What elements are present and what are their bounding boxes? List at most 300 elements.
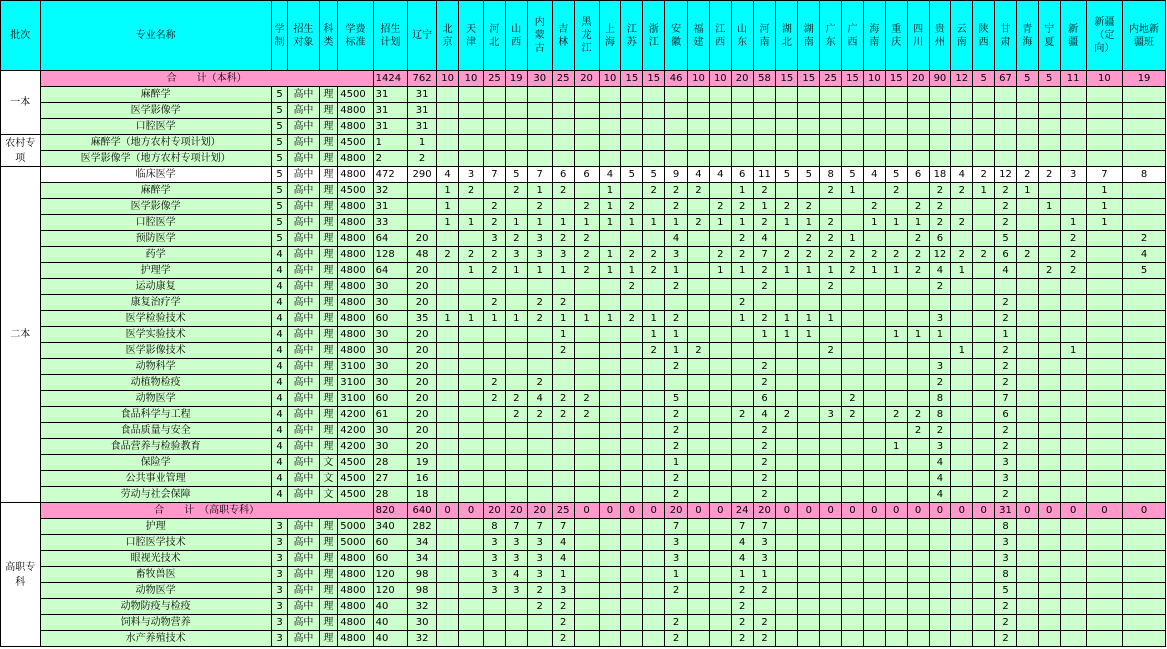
province-quota-cell: 25 <box>552 71 574 87</box>
province-quota-cell <box>798 615 820 631</box>
category-cell: 理 <box>319 327 338 343</box>
province-quota-cell <box>951 279 973 295</box>
province-quota-cell: 2 <box>1016 167 1038 183</box>
province-quota-cell <box>731 135 753 151</box>
province-quota-cell: 7 <box>995 391 1017 407</box>
province-quota-cell: 1 <box>709 215 731 231</box>
table-row <box>1 535 1166 551</box>
province-quota-cell <box>1038 551 1060 567</box>
province-quota-cell: 19 <box>1123 71 1166 87</box>
province-quota-cell: 15 <box>885 71 907 87</box>
province-quota-cell: 4 <box>929 471 951 487</box>
province-quota-cell <box>484 471 506 487</box>
province-quota-cell: 1 <box>621 263 643 279</box>
fee-cell: 4500 <box>338 471 373 487</box>
province-quota-cell: 1 <box>599 199 621 215</box>
province-quota-cell: 2 <box>709 199 731 215</box>
target-cell: 高中 <box>288 199 319 215</box>
column-header: 山 东 <box>731 1 753 71</box>
fee-cell: 4800 <box>338 295 373 311</box>
target-cell: 高中 <box>288 183 319 199</box>
target-cell: 高中 <box>288 103 319 119</box>
column-header: 专业名称 <box>40 1 271 71</box>
province-quota-cell: 15 <box>776 71 798 87</box>
province-quota-cell: 31 <box>408 119 437 135</box>
province-quota-cell <box>1038 487 1060 503</box>
province-quota-cell <box>1038 279 1060 295</box>
province-quota-cell <box>621 103 643 119</box>
province-quota-cell: 35 <box>408 311 437 327</box>
province-quota-cell <box>621 423 643 439</box>
duration-cell: 4 <box>271 311 288 327</box>
province-quota-cell: 3 <box>552 247 574 263</box>
province-quota-cell <box>621 295 643 311</box>
province-quota-cell: 1 <box>459 215 484 231</box>
target-cell: 高中 <box>288 343 319 359</box>
province-quota-cell <box>1016 311 1038 327</box>
duration-cell: 3 <box>271 631 288 647</box>
province-quota-cell: 46 <box>665 71 688 87</box>
province-quota-cell <box>437 407 459 423</box>
province-quota-cell <box>1038 311 1060 327</box>
province-quota-cell <box>643 103 665 119</box>
province-quota-cell: 1 <box>731 567 753 583</box>
province-quota-cell <box>951 135 973 151</box>
category-cell: 理 <box>319 199 338 215</box>
province-quota-cell <box>505 359 527 375</box>
province-quota-cell <box>885 471 907 487</box>
province-quota-cell <box>599 535 621 551</box>
province-quota-cell <box>907 279 929 295</box>
duration-cell: 5 <box>271 119 288 135</box>
plan-cell: 30 <box>373 439 407 455</box>
province-quota-cell: 2 <box>665 471 688 487</box>
province-quota-cell: 12 <box>929 247 951 263</box>
province-quota-cell: 8 <box>1123 167 1166 183</box>
plan-cell: 30 <box>373 295 407 311</box>
province-quota-cell <box>907 583 929 599</box>
plan-cell: 31 <box>373 103 407 119</box>
province-quota-cell <box>842 439 864 455</box>
province-quota-cell: 3 <box>995 455 1017 471</box>
province-quota-cell <box>688 439 710 455</box>
fee-cell: 4200 <box>338 407 373 423</box>
province-quota-cell <box>643 375 665 391</box>
province-quota-cell <box>484 343 506 359</box>
province-quota-cell <box>885 135 907 151</box>
province-quota-cell: 6 <box>574 167 599 183</box>
province-quota-cell <box>842 119 864 135</box>
province-quota-cell <box>1086 247 1122 263</box>
province-quota-cell <box>995 279 1017 295</box>
province-quota-cell <box>688 87 710 103</box>
province-quota-cell <box>951 199 973 215</box>
province-quota-cell: 1 <box>574 311 599 327</box>
province-quota-cell <box>929 519 951 535</box>
province-quota-cell <box>574 455 599 471</box>
province-quota-cell <box>1038 247 1060 263</box>
province-quota-cell: 1 <box>951 343 973 359</box>
province-quota-cell <box>1016 343 1038 359</box>
province-quota-cell <box>688 151 710 167</box>
province-quota-cell <box>776 631 798 647</box>
province-quota-cell <box>929 103 951 119</box>
province-quota-cell <box>621 535 643 551</box>
province-quota-cell <box>929 87 951 103</box>
province-quota-cell: 2 <box>505 231 527 247</box>
province-quota-cell: 2 <box>753 183 776 199</box>
province-quota-cell <box>973 599 995 615</box>
province-quota-cell <box>643 231 665 247</box>
table-row <box>1 311 1166 327</box>
province-quota-cell <box>709 487 731 503</box>
province-quota-cell <box>621 551 643 567</box>
province-quota-cell: 1 <box>621 215 643 231</box>
province-quota-cell <box>842 519 864 535</box>
province-quota-cell <box>929 151 951 167</box>
province-quota-cell <box>753 103 776 119</box>
province-quota-cell <box>1038 231 1060 247</box>
category-cell: 理 <box>319 551 338 567</box>
province-quota-cell <box>621 327 643 343</box>
batch-cell: 一本 <box>1 71 41 135</box>
province-quota-cell <box>1123 599 1166 615</box>
category-cell: 理 <box>319 615 338 631</box>
province-quota-cell <box>1086 391 1122 407</box>
province-quota-cell <box>643 439 665 455</box>
table-row <box>1 295 1166 311</box>
category-cell: 理 <box>319 87 338 103</box>
fee-cell: 4800 <box>338 583 373 599</box>
category-cell: 理 <box>319 583 338 599</box>
province-quota-cell: 2 <box>842 247 864 263</box>
province-quota-cell <box>437 119 459 135</box>
province-quota-cell <box>688 535 710 551</box>
table-row <box>1 423 1166 439</box>
province-quota-cell <box>1086 631 1122 647</box>
province-quota-cell <box>621 87 643 103</box>
province-quota-cell: 2 <box>995 615 1017 631</box>
province-quota-cell: 0 <box>820 503 842 519</box>
province-quota-cell <box>776 231 798 247</box>
province-quota-cell: 8 <box>995 567 1017 583</box>
province-quota-cell: 67 <box>995 71 1017 87</box>
province-quota-cell <box>621 567 643 583</box>
province-quota-cell: 2 <box>484 263 506 279</box>
province-quota-cell <box>1086 567 1122 583</box>
province-quota-cell <box>929 119 951 135</box>
province-quota-cell: 1 <box>599 215 621 231</box>
province-quota-cell: 3 <box>552 583 574 599</box>
province-quota-cell <box>621 151 643 167</box>
province-quota-cell: 1 <box>408 135 437 151</box>
province-quota-cell <box>709 183 731 199</box>
province-quota-cell <box>798 151 820 167</box>
category-cell: 理 <box>319 519 338 535</box>
province-quota-cell <box>907 311 929 327</box>
column-header: 重 庆 <box>885 1 907 71</box>
province-quota-cell: 3 <box>527 231 552 247</box>
province-quota-cell: 4 <box>1123 247 1166 263</box>
province-quota-cell <box>621 183 643 199</box>
province-quota-cell <box>1016 487 1038 503</box>
duration-cell: 4 <box>271 247 288 263</box>
province-quota-cell <box>798 295 820 311</box>
province-quota-cell <box>1086 87 1122 103</box>
province-quota-cell: 8 <box>929 391 951 407</box>
province-quota-cell: 5 <box>885 167 907 183</box>
province-quota-cell: 7 <box>731 519 753 535</box>
province-quota-cell: 10 <box>863 71 885 87</box>
province-quota-cell <box>527 631 552 647</box>
province-quota-cell: 3 <box>505 535 527 551</box>
table-row <box>1 215 1166 231</box>
province-quota-cell: 2 <box>408 151 437 167</box>
province-quota-cell: 11 <box>753 167 776 183</box>
province-quota-cell <box>1038 535 1060 551</box>
table-row <box>1 567 1166 583</box>
province-quota-cell <box>505 103 527 119</box>
province-quota-cell <box>505 151 527 167</box>
province-quota-cell <box>885 615 907 631</box>
province-quota-cell <box>951 407 973 423</box>
table-row <box>1 263 1166 279</box>
target-cell: 高中 <box>288 407 319 423</box>
province-quota-cell: 1 <box>798 327 820 343</box>
province-quota-cell <box>709 519 731 535</box>
province-quota-cell <box>599 343 621 359</box>
province-quota-cell: 2 <box>753 279 776 295</box>
province-quota-cell <box>1123 487 1166 503</box>
column-header: 浙 江 <box>643 1 665 71</box>
province-quota-cell <box>842 279 864 295</box>
province-quota-cell <box>599 615 621 631</box>
table-row <box>1 599 1166 615</box>
province-quota-cell: 2 <box>643 343 665 359</box>
province-quota-cell: 2 <box>798 231 820 247</box>
table-row <box>1 407 1166 423</box>
province-quota-cell <box>929 615 951 631</box>
category-cell: 理 <box>319 103 338 119</box>
province-quota-cell <box>484 439 506 455</box>
province-quota-cell: 2 <box>527 199 552 215</box>
province-quota-cell <box>621 519 643 535</box>
province-quota-cell: 3 <box>995 471 1017 487</box>
province-quota-cell <box>1123 279 1166 295</box>
province-quota-cell <box>995 135 1017 151</box>
province-quota-cell <box>505 135 527 151</box>
province-quota-cell <box>505 327 527 343</box>
province-quota-cell <box>484 615 506 631</box>
province-quota-cell: 1 <box>820 263 842 279</box>
province-quota-cell: 1 <box>505 263 527 279</box>
province-quota-cell <box>1060 455 1086 471</box>
province-quota-cell: 98 <box>408 567 437 583</box>
province-quota-cell: 1 <box>665 263 688 279</box>
province-quota-cell: 3 <box>527 551 552 567</box>
province-quota-cell: 2 <box>552 343 574 359</box>
province-quota-cell: 0 <box>459 503 484 519</box>
province-quota-cell: 7 <box>505 519 527 535</box>
province-quota-cell: 1 <box>643 311 665 327</box>
province-quota-cell <box>552 135 574 151</box>
province-quota-cell <box>527 439 552 455</box>
province-quota-cell <box>951 583 973 599</box>
province-quota-cell <box>1060 535 1086 551</box>
province-quota-cell <box>599 119 621 135</box>
province-quota-cell: 2 <box>820 279 842 295</box>
province-quota-cell: 0 <box>863 503 885 519</box>
province-quota-cell <box>574 583 599 599</box>
target-cell: 高中 <box>288 615 319 631</box>
province-quota-cell <box>885 631 907 647</box>
province-quota-cell <box>459 519 484 535</box>
province-quota-cell <box>437 567 459 583</box>
province-quota-cell <box>437 343 459 359</box>
province-quota-cell <box>599 567 621 583</box>
province-quota-cell <box>885 199 907 215</box>
duration-cell: 5 <box>271 215 288 231</box>
province-quota-cell: 2 <box>753 311 776 327</box>
province-quota-cell <box>907 359 929 375</box>
province-quota-cell <box>688 263 710 279</box>
province-quota-cell: 2 <box>929 375 951 391</box>
province-quota-cell <box>776 455 798 471</box>
column-header: 甘 肃 <box>995 1 1017 71</box>
province-quota-cell <box>995 119 1017 135</box>
province-quota-cell: 7 <box>527 519 552 535</box>
province-quota-cell: 19 <box>505 71 527 87</box>
province-quota-cell: 1 <box>437 215 459 231</box>
target-cell: 高中 <box>288 471 319 487</box>
province-quota-cell <box>1038 151 1060 167</box>
province-quota-cell <box>574 439 599 455</box>
province-quota-cell: 2 <box>688 183 710 199</box>
province-quota-cell <box>731 87 753 103</box>
province-quota-cell: 0 <box>574 503 599 519</box>
province-quota-cell: 2 <box>820 247 842 263</box>
province-quota-cell <box>973 295 995 311</box>
duration-cell: 5 <box>271 199 288 215</box>
province-quota-cell <box>776 599 798 615</box>
province-quota-cell <box>731 279 753 295</box>
province-quota-cell <box>820 583 842 599</box>
province-quota-cell: 2 <box>621 279 643 295</box>
province-quota-cell <box>973 279 995 295</box>
province-quota-cell <box>842 599 864 615</box>
category-cell: 理 <box>319 247 338 263</box>
province-quota-cell <box>885 391 907 407</box>
province-quota-cell <box>863 519 885 535</box>
province-quota-cell <box>842 471 864 487</box>
province-quota-cell: 1 <box>599 247 621 263</box>
province-quota-cell <box>437 535 459 551</box>
province-quota-cell <box>798 87 820 103</box>
plan-cell: 1424 <box>373 71 407 87</box>
province-quota-cell: 4 <box>731 535 753 551</box>
fee-cell: 4800 <box>338 615 373 631</box>
province-quota-cell: 2 <box>842 391 864 407</box>
province-quota-cell: 1 <box>776 263 798 279</box>
province-quota-cell: 2 <box>842 407 864 423</box>
plan-cell: 28 <box>373 487 407 503</box>
province-quota-cell <box>643 119 665 135</box>
province-quota-cell <box>842 103 864 119</box>
province-quota-cell <box>863 359 885 375</box>
province-quota-cell: 2 <box>459 183 484 199</box>
province-quota-cell: 1 <box>929 327 951 343</box>
target-cell: 高中 <box>288 295 319 311</box>
duration-cell: 4 <box>271 455 288 471</box>
province-quota-cell <box>973 423 995 439</box>
province-quota-cell <box>709 231 731 247</box>
province-quota-cell <box>599 407 621 423</box>
province-quota-cell <box>842 487 864 503</box>
province-quota-cell: 1 <box>599 263 621 279</box>
province-quota-cell <box>1123 215 1166 231</box>
province-quota-cell <box>665 375 688 391</box>
province-quota-cell: 1 <box>643 327 665 343</box>
plan-cell: 60 <box>373 551 407 567</box>
province-quota-cell <box>484 631 506 647</box>
duration-cell: 3 <box>271 567 288 583</box>
plan-cell: 472 <box>373 167 407 183</box>
province-quota-cell <box>599 135 621 151</box>
province-quota-cell <box>951 631 973 647</box>
province-quota-cell <box>842 295 864 311</box>
fee-cell: 4800 <box>338 151 373 167</box>
province-quota-cell <box>798 423 820 439</box>
province-quota-cell: 2 <box>776 247 798 263</box>
province-quota-cell: 2 <box>753 615 776 631</box>
province-quota-cell <box>973 615 995 631</box>
province-quota-cell: 10 <box>437 71 459 87</box>
province-quota-cell: 1 <box>1016 183 1038 199</box>
plan-cell: 28 <box>373 455 407 471</box>
column-header: 江 苏 <box>621 1 643 71</box>
major-name-cell: 医学影像学 <box>40 199 271 215</box>
duration-cell: 4 <box>271 439 288 455</box>
province-quota-cell: 20 <box>731 71 753 87</box>
column-header: 内地新 疆班 <box>1123 1 1166 71</box>
province-quota-cell: 2 <box>527 583 552 599</box>
province-quota-cell: 2 <box>665 615 688 631</box>
province-quota-cell <box>552 455 574 471</box>
province-quota-cell <box>643 295 665 311</box>
province-quota-cell <box>842 583 864 599</box>
province-quota-cell <box>885 519 907 535</box>
target-cell: 高中 <box>288 231 319 247</box>
province-quota-cell <box>688 455 710 471</box>
table-row <box>1 439 1166 455</box>
province-quota-cell: 2 <box>731 615 753 631</box>
province-quota-cell <box>688 295 710 311</box>
province-quota-cell: 1 <box>907 215 929 231</box>
province-quota-cell: 5 <box>1123 263 1166 279</box>
province-quota-cell: 1 <box>753 199 776 215</box>
province-quota-cell <box>820 439 842 455</box>
province-quota-cell: 20 <box>408 391 437 407</box>
province-quota-cell <box>1038 615 1060 631</box>
province-quota-cell: 2 <box>753 631 776 647</box>
province-quota-cell <box>951 519 973 535</box>
table-row <box>1 583 1166 599</box>
province-quota-cell <box>1038 599 1060 615</box>
province-quota-cell <box>798 599 820 615</box>
province-quota-cell: 2 <box>731 583 753 599</box>
province-quota-cell <box>437 471 459 487</box>
province-quota-cell <box>885 311 907 327</box>
